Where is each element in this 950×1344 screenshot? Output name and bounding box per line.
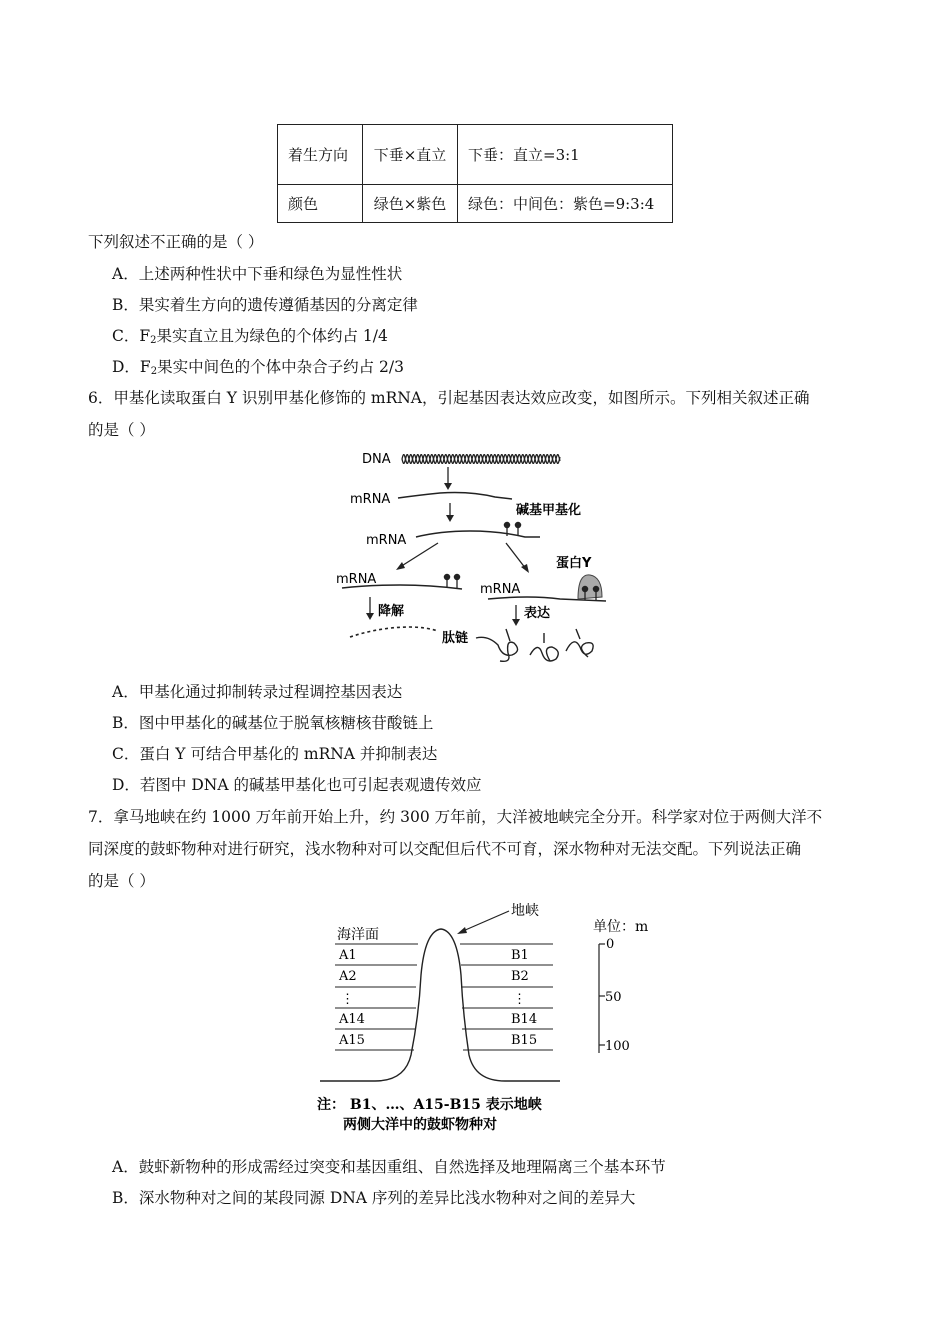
sea-surface-label: 海洋面 [337,927,379,943]
dna-helix [402,455,560,464]
scale-tick-label: 0 [606,937,615,952]
table-cell-ratio: 下垂：直立=3:1 [458,125,673,185]
table-cell-cross: 下垂×直立 [363,125,458,185]
subscript: 2 [150,335,157,346]
mrna-strand [398,493,512,500]
q7-stem-line1: 7．拿马地峡在约 1000 万年前开始上升，约 300 万年前，大洋被地峡完全分开。科学家对位于两侧大洋不 [88,808,823,826]
arrowhead [512,619,520,626]
q5-option-a: A．上述两种性状中下垂和绿色为显性性状 [112,265,403,283]
mrna-label: mRNA [350,492,391,507]
unit-label: 单位：m [593,919,649,935]
arrowhead [396,562,405,570]
q6-stem-line2: 的是（ ） [88,421,155,439]
protein-y-label: 蛋白Y [556,556,592,571]
arrowhead [446,515,454,522]
table-cell-trait: 颜色 [278,185,363,223]
option-c-text: 果实直立且为绿色的个体约占 1/4 [156,327,388,345]
left-label: A1 [339,948,357,963]
q5-option-c [112,324,388,346]
arrowhead [444,483,452,490]
right-label: B14 [511,1012,538,1027]
right-label: B2 [511,969,529,984]
right-label: B1 [511,948,529,963]
isthmus-label: 地峡 [511,903,539,919]
option-d-text: 果实中间色的个体中杂合子约占 2/3 [157,358,404,376]
option-d-prefix: D．F [112,358,151,376]
isthmus-figure [315,895,655,1135]
q7-stem-line2: 同深度的鼓虾物种对进行研究，浅水物种对可以交配但后代不可育，深水物种对无法交配。下列说法正确 [88,840,802,858]
arrowhead [521,564,529,573]
q6-stem-line1: 6．甲基化读取蛋白 Y 识别甲基化修饰的 mRNA，引起基因表达效应改变，如图所示。下列相关叙述正确 [88,389,810,407]
q6-option-a: A．甲基化通过抑制转录过程调控基因表达 [112,683,403,701]
q7-option-a: A．鼓虾新物种的形成需经过突变和基因重组、自然选择及地理隔离三个基本环节 [112,1158,666,1176]
table-cell-trait: 着生方向 [278,125,363,185]
scale-tick-label: 50 [605,990,622,1005]
mrna-label: mRNA [366,533,407,548]
option-c-prefix: C．F [112,327,151,345]
express-label: 表达 [524,606,551,621]
isthmus-pointer [463,911,509,931]
scale-tick-label: 100 [605,1039,630,1054]
q5-option-d [112,355,404,377]
right-label: B15 [511,1033,538,1048]
table-cell-cross: 绿色×紫色 [363,185,458,223]
mrna-strand [416,531,540,537]
mrna-label: mRNA [480,582,521,597]
q6-option-d: D．若图中 DNA 的碱基甲基化也可引起表观遗传效应 [112,776,482,794]
methylation-label: 碱基甲基化 [516,503,582,518]
left-label: ⋮ [341,992,354,1007]
mrna-label: mRNA [336,572,377,587]
figure-note-line1: 注： B1、…、A15-B15 表示地峡 [317,1097,542,1113]
degrade-label: 降解 [378,604,405,619]
trait-table [277,124,673,223]
subscript: 2 [150,366,158,377]
peptide-chains [476,629,593,661]
q6-option-b: B．图中甲基化的碱基位于脱氧核糖核苷酸链上 [112,714,434,732]
arrowhead [457,927,467,934]
arrowhead [366,613,374,620]
q5-stem: 下列叙述不正确的是（ ） [88,233,264,251]
table-row [278,125,673,185]
methylation-figure [330,445,620,670]
q7-option-b: B．深水物种对之间的某段同源 DNA 序列的差异比浅水物种对之间的差异大 [112,1189,636,1207]
left-label: A14 [339,1012,365,1027]
right-label: ⋮ [513,992,526,1007]
arrow-right [506,543,526,569]
peptide-label: 肽链 [442,631,469,646]
q5-option-b: B．果实着生方向的遗传遵循基因的分离定律 [112,296,418,314]
dna-label: DNA [362,452,391,467]
table-row [278,185,673,223]
q6-option-c: C．蛋白 Y 可结合甲基化的 mRNA 并抑制表达 [112,745,438,763]
left-label: A2 [339,969,357,984]
left-label: A15 [339,1033,365,1048]
table-cell-ratio: 绿色：中间色：紫色=9:3:4 [458,185,673,223]
degraded-strand [350,627,438,637]
figure-note-line2: 两侧大洋中的鼓虾物种对 [343,1117,497,1133]
q7-stem-line3: 的是（ ） [88,872,155,890]
methyl-mark [444,574,459,588]
